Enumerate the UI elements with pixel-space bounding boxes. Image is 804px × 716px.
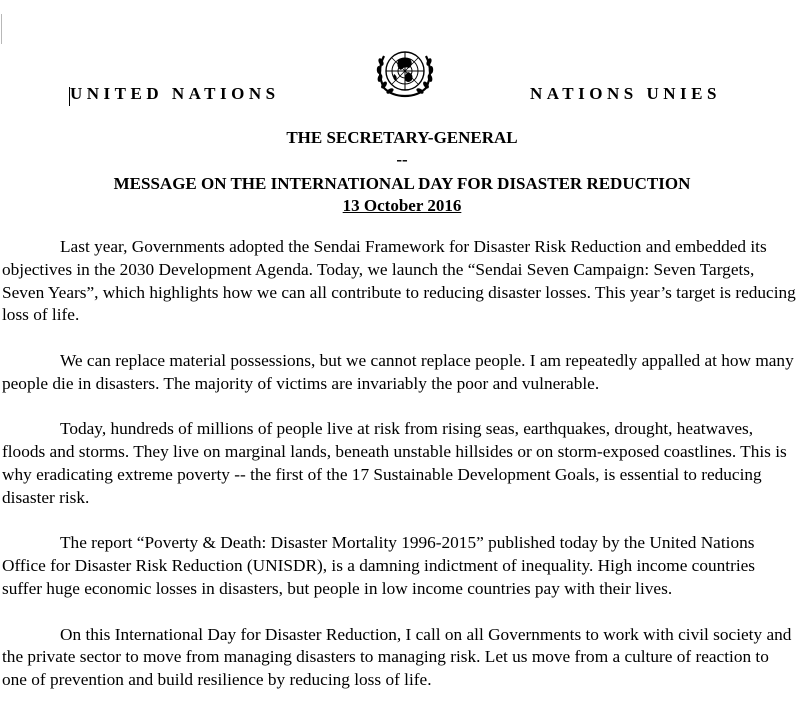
paragraph: On this International Day for Disaster Reduction, I call on all Governments to work with civil society and the private sector to move from managing disasters to managing risk. Let us move from a culture of reaction to one of prevention and build resilience by reducing loss of life. (2, 624, 792, 690)
message-body (2, 236, 798, 715)
un-emblem-icon (374, 44, 436, 98)
message-date: 13 October 2016 (342, 196, 462, 215)
paragraph: Today, hundreds of millions of people live at risk from rising seas, earthquakes, drought, heatwaves, floods and storms. They live on marginal lands, beneath unstable hillsides or on storm-exposed coastlines. This is why eradicating extreme poverty -- the first of the 17 Sustainable Development Goals, is essential to reducing disaster risk. (2, 419, 787, 507)
org-name-english: UNITED NATIONS (70, 84, 280, 103)
office-heading: THE SECRETARY-GENERAL (286, 128, 518, 147)
margin-rule (1, 14, 2, 44)
org-name-french: NATIONS UNIES (530, 84, 721, 103)
paragraph: We can replace material possessions, but we cannot replace people. I am repeatedly appalled at how many people die in disasters. The majority of victims are invariably the poor and vulnerable. (2, 350, 794, 393)
message-title: MESSAGE ON THE INTERNATIONAL DAY FOR DISASTER REDUCTION (113, 174, 691, 193)
paragraph: The report “Poverty & Death: Disaster Mortality 1996-2015” published today by the United Nations Office for Disaster Risk Reduction (UNISDR), is a damning indictment of inequality. High income countries suffer huge economic losses in disasters, but people in low income countries pay with their lives. (2, 533, 756, 598)
paragraph: Last year, Governments adopted the Sendai Framework for Disaster Risk Reduction and embedded its objectives in the 2030 Development Agenda. Today, we launch the “Sendai Seven Campaign: Seven Targets, Seven Years”, which highlights how we can all contribute to reducing disaster losses. This year’s target is reducing loss of life. (2, 237, 796, 325)
heading-separator: -- (396, 150, 408, 169)
